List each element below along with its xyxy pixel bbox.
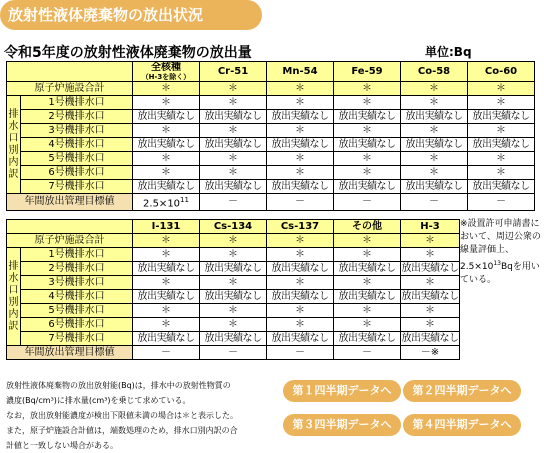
value-cell: 放出実績なし: [334, 262, 401, 276]
table-2-header-row: [7, 220, 460, 234]
value-cell: 放出実績なし: [468, 110, 535, 124]
value-cell: 放出実績なし: [401, 110, 468, 124]
value-cell: －: [334, 194, 401, 211]
q3-data-link[interactable]: 第３四半期データへ: [283, 414, 401, 436]
value-cell: ＊: [133, 318, 200, 332]
value-cell: －: [200, 194, 267, 211]
outlet-row-label: 7号機排水口: [21, 180, 133, 194]
value-cell: ＊: [267, 304, 334, 318]
value-cell: ＊: [468, 166, 535, 180]
table-2-total-row: [7, 234, 460, 248]
value-cell: ＊: [133, 152, 200, 166]
header-cell: Co-60: [468, 62, 535, 82]
value-cell: －※: [401, 346, 460, 360]
table-row: [7, 304, 460, 318]
header-cell: Mn-54: [267, 62, 334, 82]
value-cell: ＊: [267, 124, 334, 138]
value-cell: －: [468, 194, 535, 211]
value-cell: 放出実績なし: [334, 180, 401, 194]
value-cell: ＊: [200, 318, 267, 332]
table-row: [7, 332, 460, 346]
header-cell: H-3: [401, 220, 460, 234]
value-cell: ＊: [133, 234, 200, 248]
value-cell: ＊: [334, 124, 401, 138]
value-cell: 放出実績なし: [133, 290, 200, 304]
release-table-1: [6, 61, 535, 211]
header-cell: Fe-59: [334, 62, 401, 82]
table-row: [7, 138, 535, 152]
value-cell: －: [267, 346, 334, 360]
value-cell: ＊: [200, 276, 267, 290]
value-cell: ＊: [200, 96, 267, 110]
value-cell: 放出実績なし: [133, 262, 200, 276]
unit-label: 単位:Bq: [425, 45, 472, 59]
header-label: 全核種: [151, 62, 181, 73]
value-cell: ＊: [334, 248, 401, 262]
side-note: ※設置許可申請書において、周辺公衆の線量評価上、$2.5\times 10^{13}Bq$を用いている。: [460, 219, 541, 285]
value-cell: －: [133, 346, 200, 360]
header-cell: Cr-51: [200, 62, 267, 82]
value-cell: 放出実績なし: [133, 332, 200, 346]
value-cell: ＊: [334, 166, 401, 180]
table-row: [7, 276, 460, 290]
value-cell: 放出実績なし: [133, 138, 200, 152]
value-cell: ＊: [133, 276, 200, 290]
value-cell: ＊: [200, 248, 267, 262]
value-cell: ＊: [334, 304, 401, 318]
value-cell: ＊: [200, 234, 267, 248]
value-cell: －: [267, 194, 334, 211]
total-row-label: 原子炉施設合計: [7, 82, 133, 96]
value-cell: 放出実績なし: [267, 138, 334, 152]
value-cell: 放出実績なし: [200, 332, 267, 346]
table-row: [7, 152, 535, 166]
table-1-total-row: [7, 82, 535, 96]
value-cell: 放出実績なし: [401, 332, 459, 344]
value-cell: ＊: [334, 318, 401, 332]
outlet-row-label: 5号機排水口: [21, 152, 133, 166]
value-cell: 放出実績なし: [468, 138, 535, 152]
header-cell: その他: [334, 220, 401, 234]
value-cell: ＊: [133, 82, 200, 96]
footnote-line: また，原子炉施設合計値は，端数処理のため，排水口別内訳の合: [6, 426, 238, 435]
target-value-cell: $2.5\times 10^{11}$: [133, 194, 200, 211]
value-cell: 放出実績なし: [200, 180, 267, 194]
value-cell: ＊: [401, 82, 468, 96]
value-cell: 放出実績なし: [267, 180, 334, 194]
table-row: [7, 96, 535, 110]
value-cell: ＊: [267, 234, 334, 248]
value-cell: ＊: [401, 152, 468, 166]
q1-data-link[interactable]: 第１四半期データへ: [283, 380, 401, 402]
value-cell: 放出実績なし: [401, 290, 459, 302]
value-cell: ＊: [401, 304, 460, 318]
outlet-row-label: 1号機排水口: [21, 96, 133, 110]
header-sub-label: （H-3を除く）: [141, 73, 191, 81]
value-cell: ＊: [401, 124, 468, 138]
header-blank-cell: [7, 220, 133, 234]
value-cell: 放出実績なし: [334, 110, 401, 124]
value-cell: ＊: [468, 124, 535, 138]
value-cell: ＊: [133, 166, 200, 180]
value-cell: 放出実績なし: [401, 180, 468, 194]
value-cell: ＊: [267, 82, 334, 96]
footnote-line: 濃度(Bq/cm³)に排水量(cm³)を乗じて求めている。: [6, 396, 191, 405]
value-cell: ＊: [133, 304, 200, 318]
q4-data-link[interactable]: 第４四半期データへ: [403, 414, 521, 436]
value-cell: 放出実績なし: [334, 138, 401, 152]
table-row: [7, 262, 460, 276]
outlet-row-label: 2号機排水口: [21, 110, 133, 124]
header-blank-cell: [7, 62, 133, 82]
value-cell: ＊: [200, 166, 267, 180]
value-cell: ＊: [401, 234, 460, 248]
total-row-label: 原子炉施設合計: [7, 234, 133, 248]
table-1-target-row: [7, 194, 535, 211]
value-cell: ＊: [334, 152, 401, 166]
outlet-row-label: 4号機排水口: [21, 290, 133, 304]
footnote-line: 放射性液体廃棄物の放出放射能(Bq)は，排水中の放射性物質の: [6, 381, 231, 390]
page-banner: 放射性液体廃棄物の放出状況: [0, 0, 262, 30]
header-cell: Cs-134: [200, 220, 267, 234]
release-table-2: [6, 219, 460, 360]
table-1-header-row: [7, 62, 535, 82]
header-cell: [133, 62, 200, 82]
value-cell: 放出実績なし: [133, 180, 200, 194]
value-cell: ＊: [267, 166, 334, 180]
target-row-label: 年間放出管理目標値: [7, 194, 133, 211]
table-row: [7, 290, 460, 304]
value-cell: ＊: [468, 152, 535, 166]
page-subtitle: 令和5年度の放射性液体廃棄物の放出量: [4, 45, 252, 61]
value-cell: 放出実績なし: [401, 138, 468, 152]
outlet-row-label: 4号機排水口: [21, 138, 133, 152]
value-cell: ＊: [468, 96, 535, 110]
value-cell: 放出実績なし: [200, 262, 267, 276]
value-cell: ＊: [200, 82, 267, 96]
value-cell: ＊: [468, 82, 535, 96]
value-cell: 放出実績なし: [267, 332, 334, 346]
value-cell: 放出実績なし: [401, 262, 459, 274]
table-row: [7, 248, 460, 262]
value-cell: ＊: [267, 248, 334, 262]
value-cell: ＊: [133, 124, 200, 138]
header-cell: I-131: [133, 220, 200, 234]
value-cell: ＊: [200, 152, 267, 166]
value-cell: 放出実績なし: [334, 332, 401, 346]
value-cell: ＊: [133, 248, 200, 262]
value-cell: 放出実績なし: [200, 138, 267, 152]
header-cell: Cs-137: [267, 220, 334, 234]
outlet-group-label: 排 水 口 別 内 訳: [7, 248, 21, 346]
table-row: [7, 318, 460, 332]
table-2-target-row: [7, 346, 460, 360]
value-cell: 放出実績なし: [267, 110, 334, 124]
table-row: [7, 124, 535, 138]
outlet-row-label: 6号機排水口: [21, 318, 133, 332]
value-cell: 放出実績なし: [133, 110, 200, 124]
value-cell: ＊: [401, 276, 460, 290]
outlet-row-label: 6号機排水口: [21, 166, 133, 180]
value-cell: 放出実績なし: [334, 290, 401, 304]
value-cell: ＊: [334, 276, 401, 290]
target-row-label: 年間放出管理目標値: [7, 346, 133, 360]
footnote-line: 計値と一致しない場合がある。: [6, 441, 118, 450]
value-cell: ＊: [401, 96, 468, 110]
value-cell: 放出実績なし: [267, 290, 334, 304]
value-cell: －: [401, 194, 468, 211]
value-cell: ＊: [200, 304, 267, 318]
outlet-row-label: 3号機排水口: [21, 276, 133, 290]
outlet-row-label: 7号機排水口: [21, 332, 133, 346]
footnote-line: なお，放出放射能濃度が検出下限値未満の場合は＊と表示した。: [6, 411, 238, 420]
outlet-row-label: 3号機排水口: [21, 124, 133, 138]
value-cell: ＊: [401, 318, 460, 332]
value-cell: ＊: [401, 248, 460, 262]
value-cell: ＊: [267, 276, 334, 290]
table-row: [7, 180, 535, 194]
table-row: [7, 166, 535, 180]
header-cell: Co-58: [401, 62, 468, 82]
table-row: [7, 110, 535, 124]
q2-data-link[interactable]: 第２四半期データへ: [403, 380, 521, 402]
value-cell: ＊: [200, 124, 267, 138]
value-cell: －: [334, 346, 401, 360]
value-cell: 放出実績なし: [200, 110, 267, 124]
value-cell: ＊: [267, 96, 334, 110]
value-cell: 放出実績なし: [200, 290, 267, 304]
value-cell: 放出実績なし: [267, 262, 334, 276]
value-cell: ＊: [267, 152, 334, 166]
value-cell: －: [200, 346, 267, 360]
value-cell: ＊: [334, 96, 401, 110]
value-cell: ＊: [334, 82, 401, 96]
outlet-group-label: 排 水 口 別 内 訳: [7, 96, 21, 194]
outlet-row-label: 5号機排水口: [21, 304, 133, 318]
outlet-row-label: 2号機排水口: [21, 262, 133, 276]
outlet-row-label: 1号機排水口: [21, 248, 133, 262]
value-cell: 放出実績なし: [468, 180, 535, 194]
value-cell: ＊: [334, 234, 401, 248]
value-cell: ＊: [133, 96, 200, 110]
value-cell: ＊: [401, 166, 468, 180]
value-cell: ＊: [267, 318, 334, 332]
